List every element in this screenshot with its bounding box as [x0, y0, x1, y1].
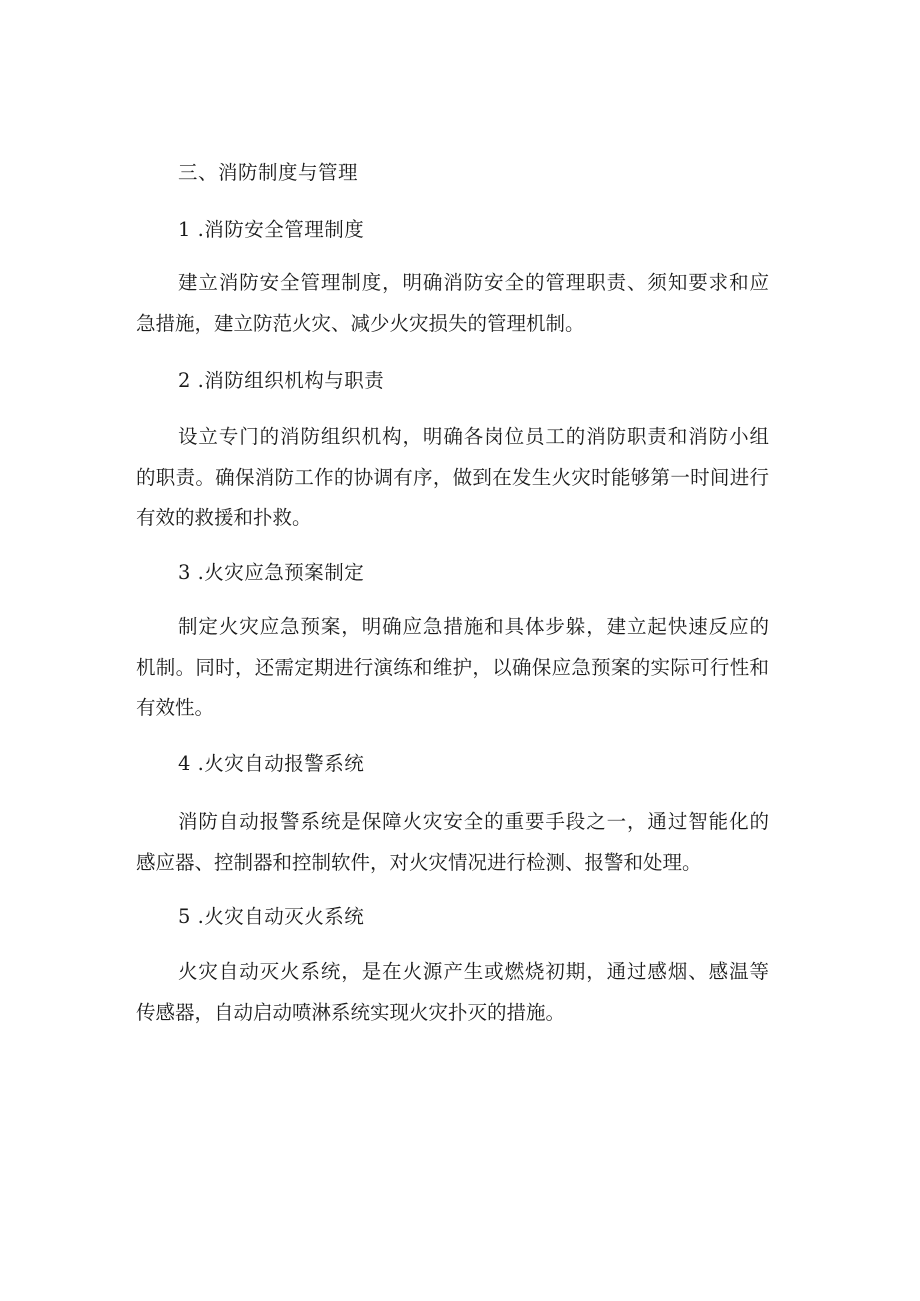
- item-heading-5: 5 .火灾自动灭火系统: [178, 905, 365, 928]
- item-heading-4: 4 .火灾自动报警系统: [178, 752, 365, 775]
- paragraph-line: 制定火灾应急预案，明确应急措施和具体步躲，建立起快速反应的: [178, 615, 769, 638]
- item-paragraph-4: [136, 802, 769, 883]
- item-heading-2: 2 .消防组织机构与职责: [178, 369, 385, 392]
- paragraph-line: 有效的救援和扑救。: [136, 506, 312, 529]
- paragraph-line: 建立消防安全管理制度，明确消防安全的管理职责、须知要求和应: [178, 271, 769, 294]
- item-heading-3: 3 .火灾应急预案制定: [178, 561, 365, 584]
- paragraph-line: 的职责。确保消防工作的协调有序，做到在发生火灾时能够第一时间进行: [136, 465, 769, 489]
- paragraph-line: 消防自动报警系统是保障火灾安全的重要手段之一，通过智能化的: [178, 810, 769, 833]
- paragraph-line: 感应器、控制器和控制软件，对火灾情况进行检测、报警和处理。: [136, 850, 702, 874]
- item-heading-1: 1 .消防安全管理制度: [178, 218, 365, 241]
- paragraph-line: 急措施，建立防范火灾、减少火灾损失的管理机制。: [136, 311, 585, 335]
- paragraph-line: 设立专门的消防组织机构，明确各岗位员工的消防职责和消防小组: [178, 425, 769, 448]
- paragraph-line: 火灾自动灭火系统，是在火源产生或燃烧初期，通过感烟、感温等: [178, 960, 769, 983]
- item-paragraph-1: [136, 263, 769, 344]
- item-paragraph-3: [136, 607, 769, 729]
- item-paragraph-5: [136, 952, 769, 1033]
- paragraph-line: 有效性。: [136, 696, 215, 719]
- section-title: 三、消防制度与管理: [178, 161, 359, 184]
- paragraph-line: 机制。同时，还需定期进行演练和维护，以确保应急预案的实际可行性和: [136, 655, 769, 679]
- item-paragraph-2: [136, 417, 769, 539]
- paragraph-line: 传感器，自动启动喷淋系统实现火灾扑灭的措施。: [136, 1000, 566, 1024]
